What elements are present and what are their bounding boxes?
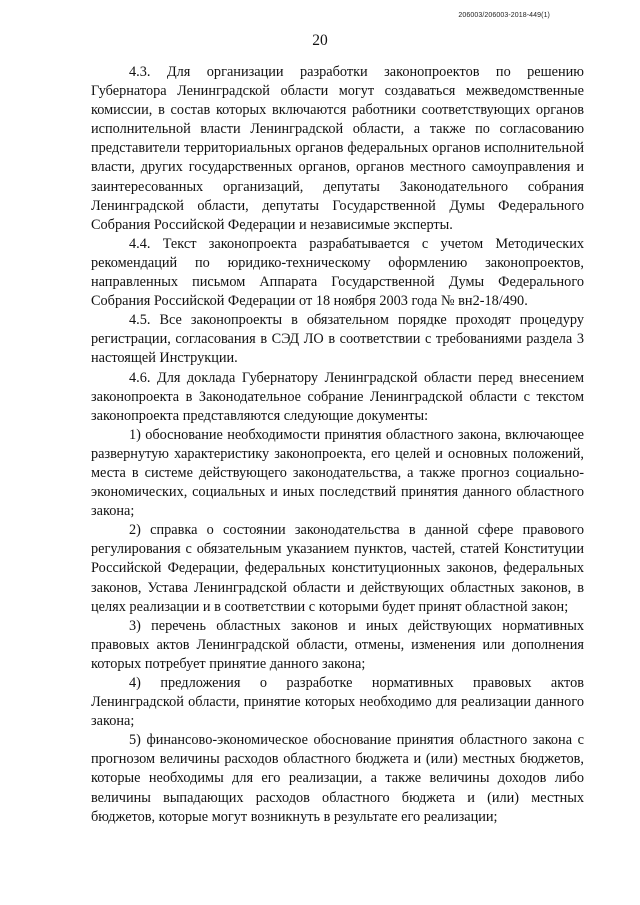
paragraph-4-4: 4.4. Текст законопроекта разрабатывается с учетом Методических рекомендаций по юридико-техническому оформлению законопроектов, направленных письмом Аппарата Государственной Думы Федерального Собрания Российской Федерации от 18 ноября 2003 года № вн2-18/490.	[91, 235, 584, 310]
document-body	[91, 63, 584, 827]
document-registration-code: 206003/206003-2018-449(1)	[458, 12, 550, 19]
list-item-2: 2) справка о состоянии законодательства в данной сфере правового регулирования с обязательным указанием пунктов, частей, статей Конституции Российской Федерации, федеральных конституционных законов, федеральных законов, Устава Ленинградской области и действующих областных законов, в целях реализации и в соответствии с которыми будет принят областной закон;	[91, 522, 584, 615]
paragraph-4-3: 4.3. Для организации разработки законопроектов по решению Губернатора Ленинградской области могут создаваться межведомственные комиссии, в состав которых включаются работники соответствующих органов исполнительной власти Ленинградской области, а также по согласованию представители территориальных органов федеральных органов исполнительной власти, других государственных органов, органов местного самоуправления и заинтересованных организаций, депутаты Законодательного собрания Ленинградской области, депутаты Государственной Думы Федерального Собрания Российской Федерации и независимые эксперты.	[91, 64, 584, 233]
list-item-1: 1) обоснование необходимости принятия областного закона, включающее развернутую характеристику законопроекта, его целей и основных положений, места в системе действующего законодательства, а также прогноз социально-экономических, социальных и иных последствий принятия данного областного закона;	[91, 426, 584, 520]
list-item-3: 3) перечень областных законов и иных действующих нормативных правовых актов Ленинградской области, отмены, изменения или дополнения которых потребует принятие данного закона;	[91, 617, 584, 672]
page-number: 20	[312, 32, 328, 49]
list-item-5: 5) финансово-экономическое обоснование принятия областного закона с прогнозом величины расходов областного бюджета и (или) местных бюджетов, которые необходимы для его реализации, а также величины доходов либо величины выпадающих расходов областного бюджета и (или) местных бюджетов, которые могут возникнуть в результате его реализации;	[91, 732, 584, 825]
list-item-4: 4) предложения о разработке нормативных правовых актов Ленинградской области, принятие которых необходимо для реализации данного закона;	[91, 675, 584, 730]
paragraph-4-6: 4.6. Для доклада Губернатору Ленинградской области перед внесением законопроекта в Законодательное собрание Ленинградской области с текстом законопроекта представляются следующие документы:	[91, 369, 584, 424]
paragraph-4-5: 4.5. Все законопроекты в обязательном порядке проходят процедуру регистрации, согласования в СЭД ЛО в соответствии с требованиями раздела 3 настоящей Инструкции.	[91, 312, 584, 367]
